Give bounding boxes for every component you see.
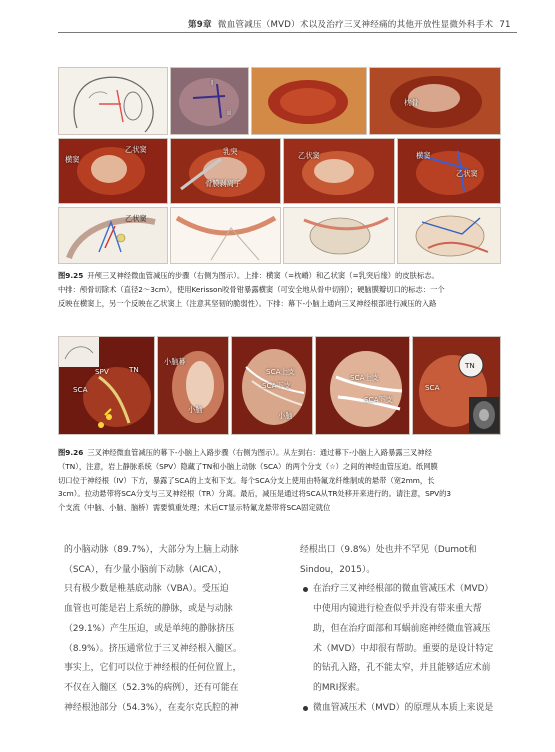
caption-line: 切口位于神经根（IV）下方，暴露了SCA的上支和下支。每个SCA分支上使用由特氟龙纤维制成的悬带（宽2mm，长 xyxy=(58,475,435,485)
caption-id: 图9.25 xyxy=(58,271,84,280)
panel-label: ii xyxy=(227,108,231,117)
panel-label: 乙状窦 xyxy=(298,151,320,160)
head-outline-illustration xyxy=(59,68,167,134)
skin-incision-photo xyxy=(252,68,366,134)
caption-line: （TN），注意，岩上静脉系统（SPV）隐藏了TN和小脑上动脉（SCA）的两个分支（☆）之间的神经血管压迫。纸网膜 xyxy=(58,461,438,471)
caption-line: 中排：颅骨切除术（直径2～3cm），使用Kerisson咬骨钳暴露横窦（可安全地从骨中切削）；硬脑膜瓣切口的标志：一个 xyxy=(58,284,445,294)
figure-9-25-panel-6 xyxy=(170,138,281,204)
figure-9-26-panel-1 xyxy=(58,336,155,435)
running-head xyxy=(188,18,511,30)
panel-label: 横窦 xyxy=(65,155,80,164)
page-number: 71 xyxy=(499,20,511,30)
figure-9-25-panel-4 xyxy=(369,67,501,135)
panel-label: 小脑幕 xyxy=(164,357,186,366)
caption-line: 3cm）。拉动悬带将SCA分支与三叉神经根（TR）分离。最后，减压是通过将SCA从TR处移开来进行的。请注意，SPV的3 xyxy=(58,489,452,499)
craniectomy-photo xyxy=(59,139,167,203)
figure-9-25-panel-3 xyxy=(251,67,367,135)
body-line: （29.1%）产生压迫，或是单纯的静脉挤压 xyxy=(64,623,235,634)
dural-incision-photo xyxy=(398,139,500,203)
figure-9-26-caption xyxy=(58,446,451,515)
panel-label: SCA xyxy=(73,385,88,394)
panel-label: SCA xyxy=(425,383,440,392)
body-line: 在治疗三叉神经根部的微血管减压术（MVD） xyxy=(313,584,494,595)
caption-line: 图9.26 三叉神经微血管减压的幕下-小脑上入路步骤（右侧为图示）。从左到右：通过幕下-小脑上入路暴露三叉神经 xyxy=(58,448,432,457)
chapter-number: 第9章 xyxy=(188,20,212,30)
body-line: 经根出口（9.8%）处也并不罕见（Dumot和 xyxy=(300,545,477,555)
body-left-column xyxy=(64,541,279,718)
body-line: 中使用内镜进行检查似乎并没有带来重大帮 xyxy=(313,604,482,615)
panel-label: SCA下支 xyxy=(364,395,393,404)
panel-label: 骨膜剥离子 xyxy=(205,179,241,188)
panel-label: SCA上支 xyxy=(266,367,295,376)
body-line: 助，但在治疗面部和耳蜗前庭神经微血管减压 xyxy=(313,623,491,634)
sinus-diagram xyxy=(171,208,280,263)
body-line: 微血管减压术（MVD）的原理从本质上来说是 xyxy=(313,702,494,713)
figure-9-26-panel-2 xyxy=(157,336,229,435)
figure-9-25-panel-11 xyxy=(283,207,395,264)
caption-line: 个支流（中脑、小脑、脑桥）需要慎重处理；术后CT显示特氟龙悬带将SCA固定就位 xyxy=(58,503,331,513)
panel-label: TN xyxy=(465,361,475,370)
body-line: （SCA），有少量小脑前下动脉（AICA）， xyxy=(64,564,228,575)
panel-label: 小脑 xyxy=(188,405,203,414)
chapter-title: 微血管减压（MVD）术以及治疗三叉神经痛的其他开放性显微外科手术 xyxy=(217,20,494,30)
figure-9-25-panel-5 xyxy=(58,138,168,204)
panel-label: 枕骨 xyxy=(404,98,419,107)
dural-flap-diagram xyxy=(398,208,500,263)
panel-label: I xyxy=(211,78,214,87)
bullet-item-1 xyxy=(300,580,505,698)
body-line: 术（MVD）中却很有帮助。重要的是设计特定 xyxy=(313,643,494,654)
caption-id: 图9.26 xyxy=(58,448,84,457)
figure-9-25-caption xyxy=(58,269,445,310)
body-right-column xyxy=(300,541,505,718)
panel-label: 乙状窦 xyxy=(125,214,147,223)
occipital-bone-photo xyxy=(370,68,500,134)
approach-diagram xyxy=(59,208,167,263)
figure-9-25-panel-7 xyxy=(283,138,395,204)
panel-label: TN xyxy=(129,365,139,374)
body-line: 不仅在入髓区（52.3%的病例），还有可能在 xyxy=(64,682,239,693)
panel-label: 小脑 xyxy=(278,411,293,420)
body-line: 血管也可能是岩上系统的静脉，或是与动脉 xyxy=(64,604,233,615)
body-line: 事实上，它们可以位于神经根的任何位置上， xyxy=(64,663,242,674)
panel-label: SCA下支 xyxy=(262,381,291,390)
header-rule xyxy=(58,32,517,33)
caption-line: 反映在横窦上，另一个反映在乙状窦上（注意其坚韧的脆弱性）。下排：幕下-小脑上通向三叉神经根部进行减压的入路 xyxy=(58,298,437,308)
figure-9-26-panel-4 xyxy=(315,336,410,435)
panel-label: 横窦 xyxy=(416,151,431,160)
figure-9-25-panel-12 xyxy=(397,207,501,264)
panel-label: 乳突 xyxy=(223,147,238,156)
bullet-item-2 xyxy=(300,699,505,719)
scalp-marking-photo xyxy=(171,68,248,134)
bullet-icon xyxy=(303,587,308,592)
body-line: 的MRI探索。 xyxy=(313,682,365,693)
figure-9-25-panel-1 xyxy=(58,67,168,135)
body-line: 的钻孔入路，孔不能太窄，并且能够适应术前 xyxy=(313,663,491,674)
body-line: （8.9%）。挤压通常位于三叉神经根入髓区。 xyxy=(64,643,242,654)
bullet-icon xyxy=(303,706,308,711)
figure-9-25-panel-8 xyxy=(397,138,501,204)
caption-line: 图9.25 开颅三叉神经微血管减压的步骤（右侧为图示）。上排：横窦（=枕嵴）和乙状窦（=乳突后缘）的皮肤标志。 xyxy=(58,271,439,280)
figure-9-25-panel-10 xyxy=(170,207,281,264)
figure-9-26-panel-3 xyxy=(231,336,313,435)
panel-label: 乙状窦 xyxy=(456,169,478,178)
figure-9-25-panel-2 xyxy=(170,67,249,135)
panel-label: SCA上支 xyxy=(350,373,379,382)
figure-9-26-panel-5 xyxy=(412,336,501,435)
figure-9-25-panel-9 xyxy=(58,207,168,264)
body-line: 神经根池部分（54.3%），在麦尔克氏腔的神 xyxy=(64,702,239,713)
panel-label: 乙状窦 xyxy=(125,145,147,154)
page-header xyxy=(0,0,555,47)
body-line: 只有极少数是椎基底动脉（VBA）。受压迫 xyxy=(64,584,229,595)
body-line: Sindou，2015）。 xyxy=(300,564,376,575)
panel-label: SPV xyxy=(95,367,109,376)
body-line: 的小脑动脉（89.7%），大部分为上脑上动脉 xyxy=(64,545,239,555)
teflon-sling-photo xyxy=(316,337,409,434)
tentorium-photo xyxy=(158,337,228,434)
bone-window-diagram xyxy=(284,208,394,263)
sigmoid-sinus-photo xyxy=(284,139,394,203)
